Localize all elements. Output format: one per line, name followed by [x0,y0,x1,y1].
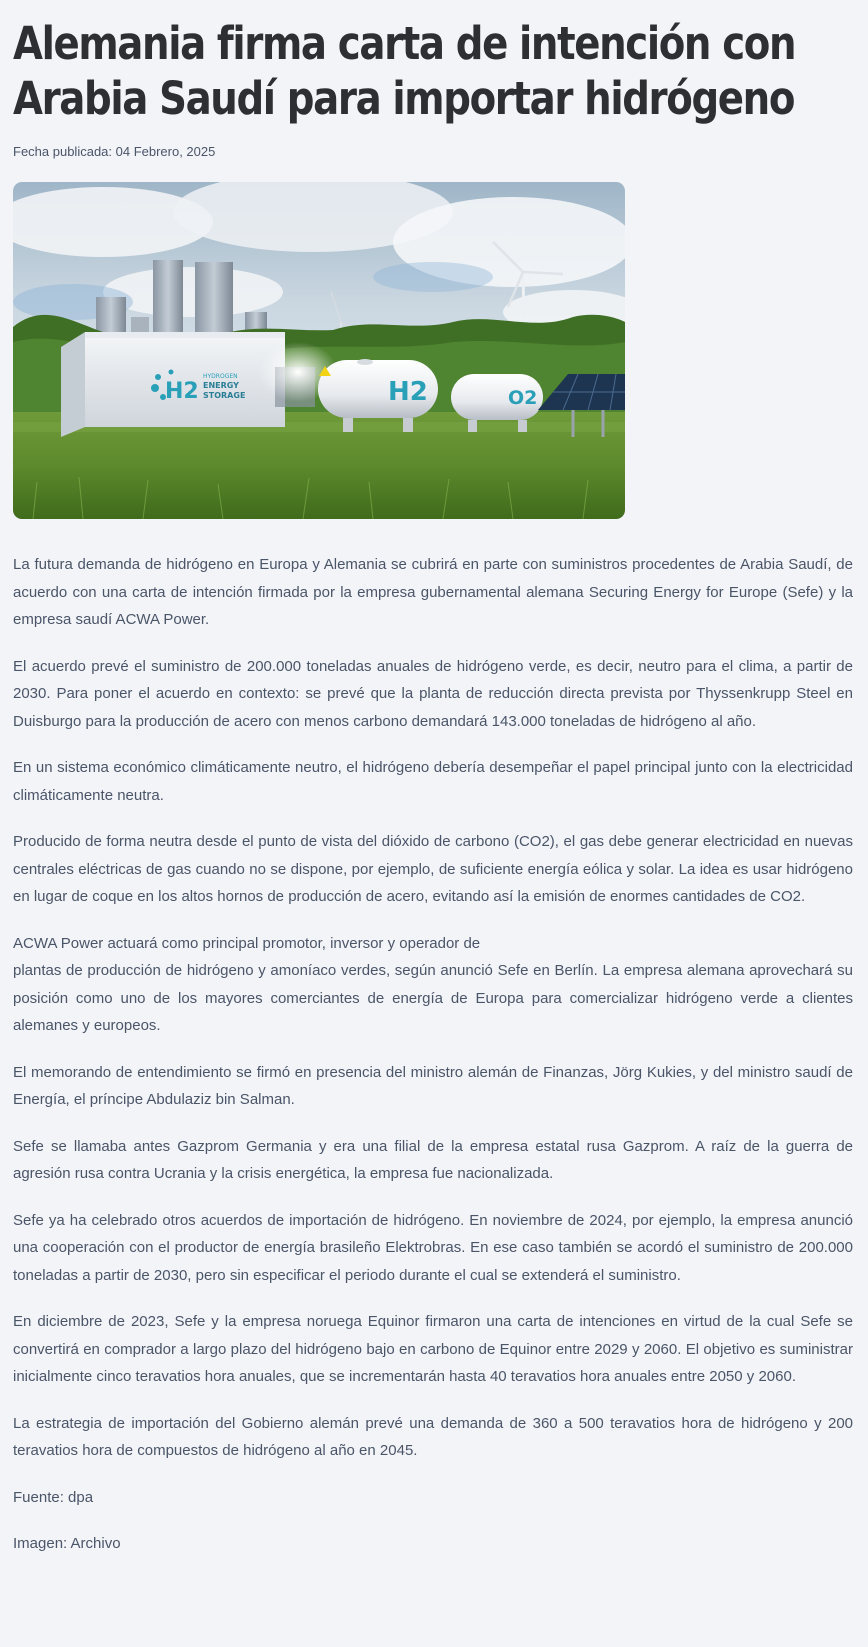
source-credit: Fuente: dpa [13,1488,94,1506]
paragraph-9: En diciembre de 2023, Sefe y la empresa noruega Equinor firmaron una carta de intenciones en virtud de la cual Sefe se convertirá en comprador a largo plazo del hidrógeno bajo en carbono de Equinor entre 2029 y 2060. El objetivo es suministrar inicialmente cinco teravatios hora anuales, que se incrementarán hasta 40 teravatios hora anuales entre 2050 y 2060. [13,1313,853,1385]
publish-date: Fecha publicada: 04 Febrero, 2025 [13,144,216,159]
paragraph-1: La futura demanda de hidrógeno en Europa y Alemania se cubrirá en parte con suministros procedentes de Arabia Saudí, de acuerdo con una carta de intención firmada por la empresa gubernamental alemana Securing Energy for Europe (Sefe) y la empresa saudí ACWA Power. [13,556,853,628]
paragraph-2: El acuerdo prevé el suministro de 200.000 toneladas anuales de hidrógeno verde, es decir, neutro para el clima, a partir de 2030. Para poner el acuerdo en contexto: se prevé que la planta de reducción directa prevista por Thyssenkrupp Steel en Duisburgo para la producción de acero con menos carbono demandará 143.000 toneladas de hidrógeno al año. [13,657,853,730]
paragraph-5-line-1: ACWA Power actuará como principal promotor, inversor y operador de [13,934,481,952]
tank1-label: H2 [388,377,428,407]
hydrogen-storage-illustration [13,182,625,519]
paragraph-7: Sefe se llamaba antes Gazprom Germania y era una filial de la empresa estatal rusa Gazprom. A raíz de la guerra de agresión rusa contra Ucrania y la crisis energética, la empresa fue nacionalizada. [13,1137,853,1182]
paragraph-8: Sefe ya ha celebrado otros acuerdos de importación de hidrógeno. En noviembre de 2024, por ejemplo, la empresa anunció una cooperación con el productor de energía brasileño Elektrobras. En ese caso también se acordó el suministro de 200.000 toneladas a partir de 2030, pero sin especificar el periodo durante el cual se extenderá el suministro. [13,1211,853,1284]
paragraph-5 [13,930,853,1040]
article-title: Alemania firma carta de intención con Arabia Saudí para importar hidrógeno [13,17,796,125]
paragraph-5-rest: plantas de producción de hidrógeno y amoníaco verdes, según anunció Sefe en Berlín. La empresa alemana aprovechará su posición como uno de los mayores comerciantes de energía de Europa para comercializar hidrógeno verde a clientes alemanes y europeos. [13,962,853,1034]
tank2-label: O2 [508,387,538,409]
image-credit: Imagen: Archivo [13,1535,121,1552]
storage-label-3: STORAGE [203,391,246,400]
storage-label-2: ENERGY [203,381,239,390]
storage-label-1: HYDROGEN [203,373,238,380]
paragraph-4: Producido de forma neutra desde el punto de vista del dióxido de carbono (CO2), el gas debe generar electricidad en nuevas centrales eléctricas de gas cuando no se dispone, por ejemplo, de suficiente energía eólica y solar. La idea es usar hidrógeno en lugar de coque en los altos hornos de producción de acero, evitando así la emisión de enormes cantidades de CO2. [13,833,853,905]
storage-h2-label: H2 [165,379,199,404]
paragraph-10: La estrategia de importación del Gobierno alemán prevé una demanda de 360 a 500 teravatios hora de hidrógeno y 200 teravatios hora de compuestos de hidrógeno al año en 2045. [13,1414,853,1459]
article-image [13,182,625,519]
article-body [13,551,853,1558]
paragraph-3: En un sistema económico climáticamente neutro, el hidrógeno debería desempeñar el papel principal junto con la electricidad climáticamente neutra. [13,759,853,804]
paragraph-6: El memorando de entendimiento se firmó en presencia del ministro alemán de Finanzas, Jörg Kukies, y del ministro saudí de Energía, el príncipe Abdulaziz bin Salman. [13,1063,853,1108]
